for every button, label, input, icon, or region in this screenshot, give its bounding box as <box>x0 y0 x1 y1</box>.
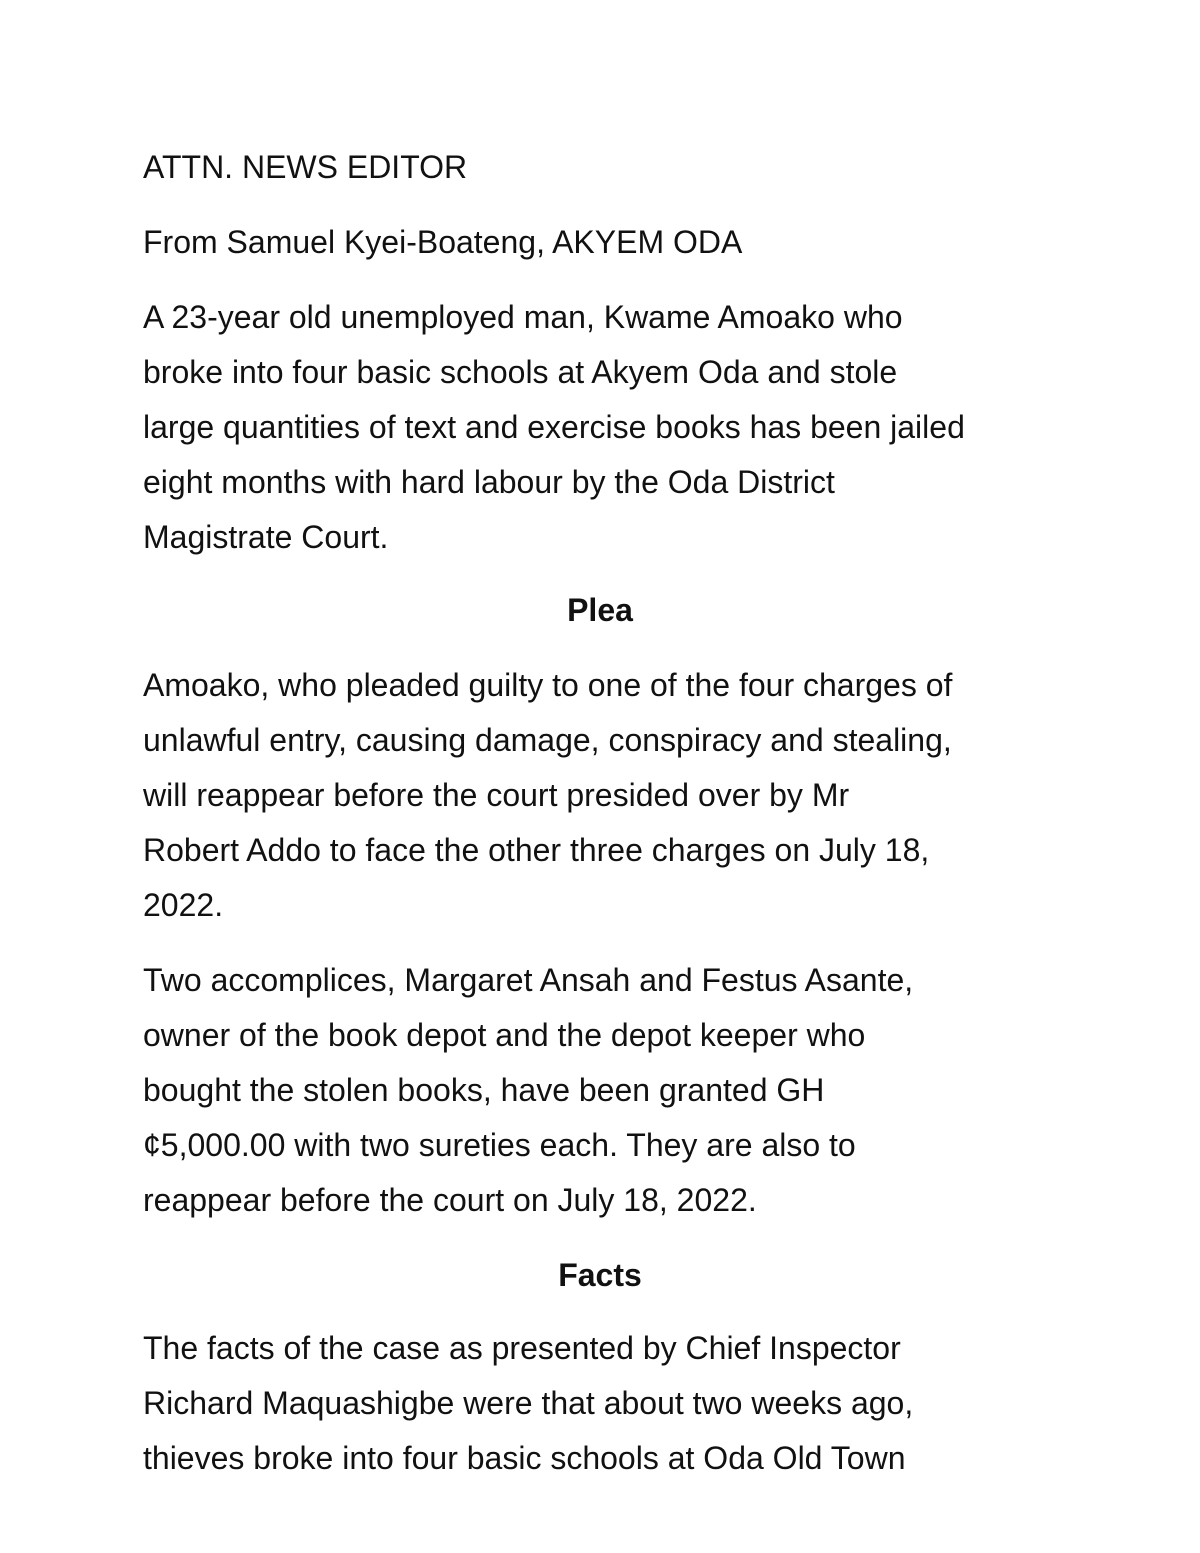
paragraph-line: eight months with hard labour by the Oda District <box>143 464 835 500</box>
attention-line <box>143 140 1083 195</box>
paragraph-line: bought the stolen books, have been granted GH <box>143 1072 825 1108</box>
byline <box>143 215 1083 270</box>
byline-text: From Samuel Kyei-Boateng, AKYEM ODA <box>143 224 743 260</box>
section-heading-plea: Plea <box>567 592 633 628</box>
paragraph-line: Two accomplices, Margaret Ansah and Festus Asante, <box>143 962 914 998</box>
paragraph-line: The facts of the case as presented by Chief Inspector <box>143 1330 901 1366</box>
paragraph-line: Magistrate Court. <box>143 519 389 555</box>
plea-paragraph-1 <box>143 658 1083 933</box>
paragraph-line: will reappear before the court presided over by Mr <box>143 777 850 813</box>
section-heading-facts: Facts <box>558 1257 642 1293</box>
paragraph-line: A 23-year old unemployed man, Kwame Amoako who <box>143 299 903 335</box>
paragraph-line: unlawful entry, causing damage, conspiracy and stealing, <box>143 722 952 758</box>
paragraph-line: Robert Addo to face the other three charges on July 18, <box>143 832 930 868</box>
paragraph-line: large quantities of text and exercise books has been jailed <box>143 409 965 445</box>
paragraph-line: Amoako, who pleaded guilty to one of the four charges of <box>143 667 953 703</box>
paragraph-line: thieves broke into four basic schools at Oda Old Town <box>143 1440 906 1476</box>
paragraph-line: broke into four basic schools at Akyem Oda and stole <box>143 354 898 390</box>
paragraph-line: owner of the book depot and the depot keeper who <box>143 1017 866 1053</box>
facts-paragraph-1 <box>143 1321 1083 1486</box>
paragraph-line: Richard Maquashigbe were that about two weeks ago, <box>143 1385 914 1421</box>
plea-paragraph-2 <box>143 953 1083 1228</box>
intro-paragraph <box>143 290 1083 565</box>
attention-text: ATTN. NEWS EDITOR <box>143 149 468 185</box>
paragraph-line: ¢5,000.00 with two sureties each. They are also to <box>143 1127 856 1163</box>
paragraph-line: 2022. <box>143 887 224 923</box>
paragraph-line: reappear before the court on July 18, 2022. <box>143 1182 757 1218</box>
